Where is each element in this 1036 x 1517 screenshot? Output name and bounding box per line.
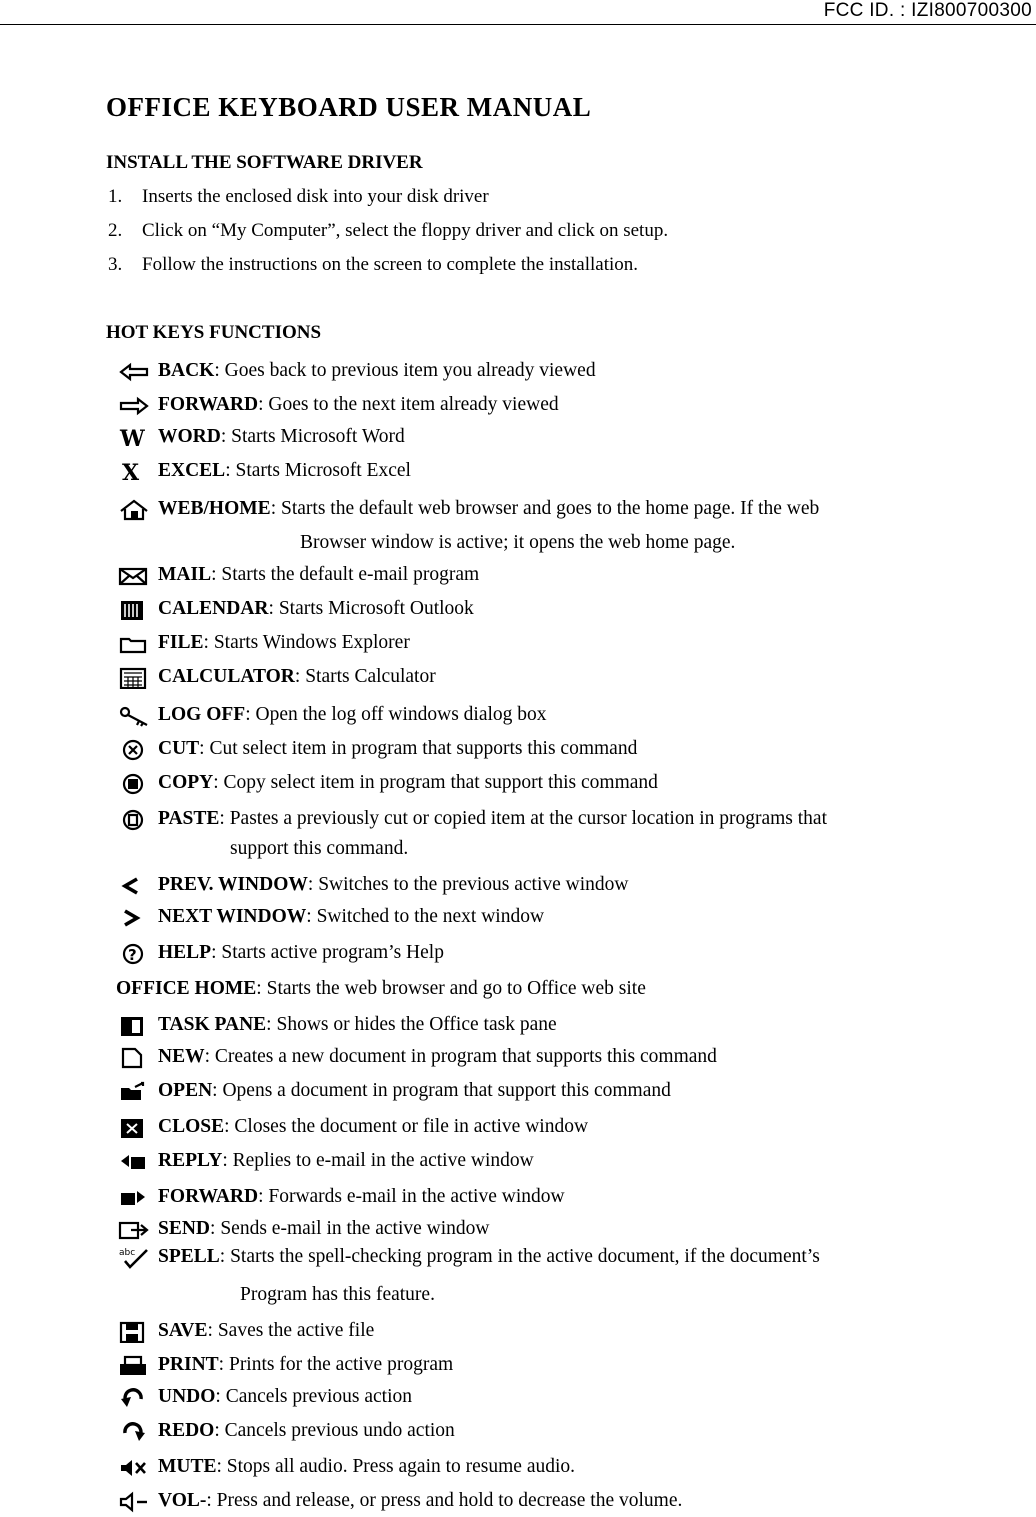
hotkey-separator: : <box>266 1014 277 1035</box>
hotkey-description: Sends e-mail in the active window <box>220 1218 490 1239</box>
hotkey-row <box>116 906 544 929</box>
calendar-icon <box>116 599 150 621</box>
mail-icon <box>116 565 150 587</box>
hotkey-name: MUTE <box>158 1456 217 1477</box>
hotkey-description: Saves the active file <box>217 1320 375 1341</box>
hotkey-separator: : <box>219 808 230 829</box>
hotkey-separator: : <box>307 874 319 895</box>
hotkey-description: Starts Microsoft Word <box>231 426 405 447</box>
hotkey-separator: : <box>211 942 222 963</box>
hotkey-row <box>116 808 827 831</box>
hotkey-name: PREV. WINDOW <box>158 874 308 895</box>
hotkey-separator: : <box>220 426 232 447</box>
undo-icon <box>116 1387 150 1409</box>
hotkey-description: Starts the default web browser and goes to the home page. If the web <box>280 498 820 519</box>
hotkey-row <box>116 1014 557 1037</box>
step-text: Click on “My Computer”, select the floppy driver and click on setup. <box>142 220 669 241</box>
hotkey-separator: : <box>222 1150 233 1171</box>
step-number: 1. <box>108 186 123 207</box>
calculator-icon <box>116 667 150 689</box>
hotkey-name: HELP <box>158 942 212 963</box>
hotkey-separator: : <box>306 906 317 927</box>
hotkey-row <box>116 1186 565 1209</box>
hotkey-description: Cancels previous action <box>225 1386 412 1407</box>
hotkey-name: SEND <box>158 1218 211 1239</box>
task-pane-icon <box>116 1015 150 1037</box>
hotkey-row <box>116 1420 455 1443</box>
hotkey-name: WEB/HOME <box>158 498 271 519</box>
hotkey-description: Cut select item in program that supports this command <box>209 738 638 759</box>
hotkey-row <box>116 1150 534 1173</box>
install-step <box>108 220 668 242</box>
hotkey-name: PASTE <box>158 808 220 829</box>
hotkey-name: VOL- <box>158 1490 207 1511</box>
hotkey-description: Starts Microsoft Excel <box>235 460 411 481</box>
hotkey-name: FORWARD <box>158 1186 259 1207</box>
hotkey-name: OFFICE HOME <box>116 978 257 999</box>
hotkey-description: Forwards e-mail in the active window <box>268 1186 565 1207</box>
hotkey-separator: : <box>270 498 281 519</box>
hotkey-description: Starts the web browser and go to Office web site <box>266 978 646 999</box>
page-title: OFFICE KEYBOARD USER MANUAL <box>106 92 592 122</box>
hotkey-name: FORWARD <box>158 394 259 415</box>
step-text: Inserts the enclosed disk into your disk driver <box>142 186 489 207</box>
back-arrow-icon <box>116 361 150 383</box>
open-folder-icon <box>116 1081 150 1103</box>
hotkey-row <box>116 1246 820 1269</box>
hotkey-name: BACK <box>158 360 215 381</box>
print-icon <box>116 1355 150 1377</box>
hotkey-separator: : <box>212 1080 223 1101</box>
hotkey-separator: : <box>219 1246 231 1267</box>
hotkey-separator: : <box>206 1490 217 1511</box>
hotkey-row <box>116 1456 575 1479</box>
hotkey-description-continued: Browser window is active; it opens the web home page. <box>300 532 736 553</box>
hotkey-description: Switches to the previous active window <box>318 874 629 895</box>
hotkey-separator: : <box>216 1456 227 1477</box>
hotkey-description: Starts Microsoft Outlook <box>278 598 474 619</box>
hotkey-row <box>116 942 444 965</box>
excel-icon <box>116 461 150 483</box>
hotkey-row <box>116 704 547 727</box>
spell-check-icon <box>116 1247 150 1269</box>
fcc-id-header: FCC ID. : IZI800700300 <box>823 0 1032 21</box>
step-number: 3. <box>108 254 123 275</box>
hotkey-separator: : <box>268 598 279 619</box>
hotkey-description: Prints for the active program <box>228 1354 454 1375</box>
hotkey-name: UNDO <box>158 1386 216 1407</box>
hotkey-row <box>116 360 596 383</box>
hotkey-description-continued: support this command. <box>230 838 409 859</box>
hotkey-name: CALCULATOR <box>158 666 295 687</box>
close-icon <box>116 1117 150 1139</box>
hotkey-name: NEXT WINDOW <box>158 906 307 927</box>
hotkey-name: REDO <box>158 1420 215 1441</box>
key-icon <box>116 705 150 727</box>
next-window-icon <box>116 907 150 929</box>
hotkey-row <box>116 460 411 483</box>
svg-text:abc: abc <box>119 1247 136 1258</box>
hotkey-name: CUT <box>158 738 200 759</box>
prev-window-icon <box>116 875 150 897</box>
hotkey-description-continued: Program has this feature. <box>240 1284 435 1305</box>
hotkey-description: Creates a new document in program that supports this command <box>214 1046 717 1067</box>
hotkey-separator: : <box>225 460 236 481</box>
hotkey-separator: : <box>215 1386 226 1407</box>
reply-icon <box>116 1151 150 1173</box>
hotkey-description: Stops all audio. Press again to resume audio. <box>226 1456 576 1477</box>
hotkey-separator: : <box>214 360 225 381</box>
hotkey-separator: : <box>214 1420 225 1441</box>
hotkey-row <box>116 1116 588 1139</box>
hotkey-description: Open the log off windows dialog box <box>255 704 547 725</box>
svg-text:W: W <box>120 426 145 449</box>
hotkey-name: NEW <box>158 1046 205 1067</box>
hotkey-separator: : <box>213 772 224 793</box>
hotkey-separator: : <box>199 738 210 759</box>
hotkey-description: Starts the spell-checking program in the active document, if the document’s <box>230 1246 820 1267</box>
hotkey-description: Starts the default e-mail program <box>221 564 480 585</box>
hotkey-separator: : <box>211 564 222 585</box>
folder-icon <box>116 633 150 655</box>
home-icon <box>116 499 150 521</box>
hotkey-row <box>116 772 658 795</box>
hotkey-row <box>116 498 819 521</box>
hotkey-row <box>116 632 410 655</box>
redo-icon <box>116 1421 150 1443</box>
hotkey-name: WORD <box>158 426 221 447</box>
hotkey-description: Closes the document or file in active window <box>234 1116 589 1137</box>
hotkey-row <box>116 426 405 449</box>
hotkey-description: Starts Calculator <box>305 666 436 687</box>
hotkey-name: LOG OFF <box>158 704 246 725</box>
hotkey-description: Copy select item in program that support this command <box>223 772 658 793</box>
header-rule <box>0 24 1036 25</box>
hotkey-row <box>116 394 559 417</box>
hotkey-description: Switched to the next window <box>316 906 545 927</box>
step-number: 2. <box>108 220 123 241</box>
word-icon <box>116 427 150 449</box>
hotkey-separator: : <box>218 1354 229 1375</box>
paste-icon <box>116 809 150 831</box>
volume-down-icon <box>116 1491 150 1513</box>
hotkey-description: Starts Windows Explorer <box>213 632 410 653</box>
hotkey-row <box>116 598 474 621</box>
hotkey-row <box>116 1080 671 1103</box>
copy-icon <box>116 773 150 795</box>
hotkey-name: PRINT <box>158 1354 219 1375</box>
hotkey-separator: : <box>245 704 256 725</box>
hotkey-description: Pastes a previously cut or copied item at the cursor location in programs that <box>229 808 828 829</box>
new-document-icon <box>116 1047 150 1069</box>
svg-text:?: ? <box>128 945 137 964</box>
hotkey-separator: : <box>256 978 267 999</box>
hotkey-row <box>116 1490 682 1513</box>
hotkey-row <box>116 1386 412 1409</box>
mute-icon <box>116 1457 150 1479</box>
hotkey-row <box>116 978 646 1000</box>
hotkey-name: TASK PANE <box>158 1014 267 1035</box>
help-icon <box>116 943 150 965</box>
hotkey-row <box>116 564 479 587</box>
send-icon <box>116 1219 150 1241</box>
hotkey-name: FILE <box>158 632 204 653</box>
hotkey-name: COPY <box>158 772 214 793</box>
hotkey-description: Goes back to previous item you already viewed <box>224 360 596 381</box>
hotkey-separator: : <box>210 1218 221 1239</box>
hotkey-row <box>116 738 637 761</box>
hotkey-row <box>116 1218 489 1241</box>
hotkey-description: Shows or hides the Office task pane <box>276 1014 557 1035</box>
hotkeys-heading: HOT KEYS FUNCTIONS <box>106 322 322 343</box>
hotkey-row <box>116 666 436 689</box>
hotkey-separator: : <box>204 1046 215 1067</box>
svg-text:X: X <box>122 460 140 483</box>
step-text: Follow the instructions on the screen to complete the installation. <box>142 254 639 275</box>
hotkey-name: MAIL <box>158 564 212 585</box>
hotkey-separator: : <box>207 1320 218 1341</box>
hotkey-name: CALENDAR <box>158 598 269 619</box>
hotkey-description: Replies to e-mail in the active window <box>232 1150 534 1171</box>
hotkey-name: SAVE <box>158 1320 208 1341</box>
install-step <box>108 254 638 276</box>
hotkey-row <box>116 1320 374 1343</box>
cut-icon <box>116 739 150 761</box>
hotkey-separator: : <box>294 666 306 687</box>
install-heading: INSTALL THE SOFTWARE DRIVER <box>106 152 423 173</box>
hotkey-name: REPLY <box>158 1150 223 1171</box>
hotkey-description: Starts active program’s Help <box>221 942 444 963</box>
hotkey-separator: : <box>258 394 269 415</box>
install-step <box>108 186 489 208</box>
hotkey-separator: : <box>258 1186 269 1207</box>
hotkey-description: Opens a document in program that support this command <box>222 1080 671 1101</box>
hotkey-description: Goes to the next item already viewed <box>268 394 559 415</box>
hotkey-description: Cancels previous undo action <box>224 1420 455 1441</box>
forward-arrow-icon <box>116 395 150 417</box>
save-icon <box>116 1321 150 1343</box>
hotkey-name: OPEN <box>158 1080 213 1101</box>
hotkey-description: Press and release, or press and hold to decrease the volume. <box>216 1490 683 1511</box>
hotkey-separator: : <box>224 1116 235 1137</box>
hotkey-separator: : <box>203 632 214 653</box>
hotkey-row <box>116 1354 453 1377</box>
hotkey-row <box>116 1046 717 1069</box>
hotkey-name: CLOSE <box>158 1116 225 1137</box>
hotkey-row <box>116 874 629 897</box>
forward-mail-icon <box>116 1187 150 1209</box>
hotkey-name: EXCEL <box>158 460 226 481</box>
hotkey-name: SPELL <box>158 1246 220 1267</box>
